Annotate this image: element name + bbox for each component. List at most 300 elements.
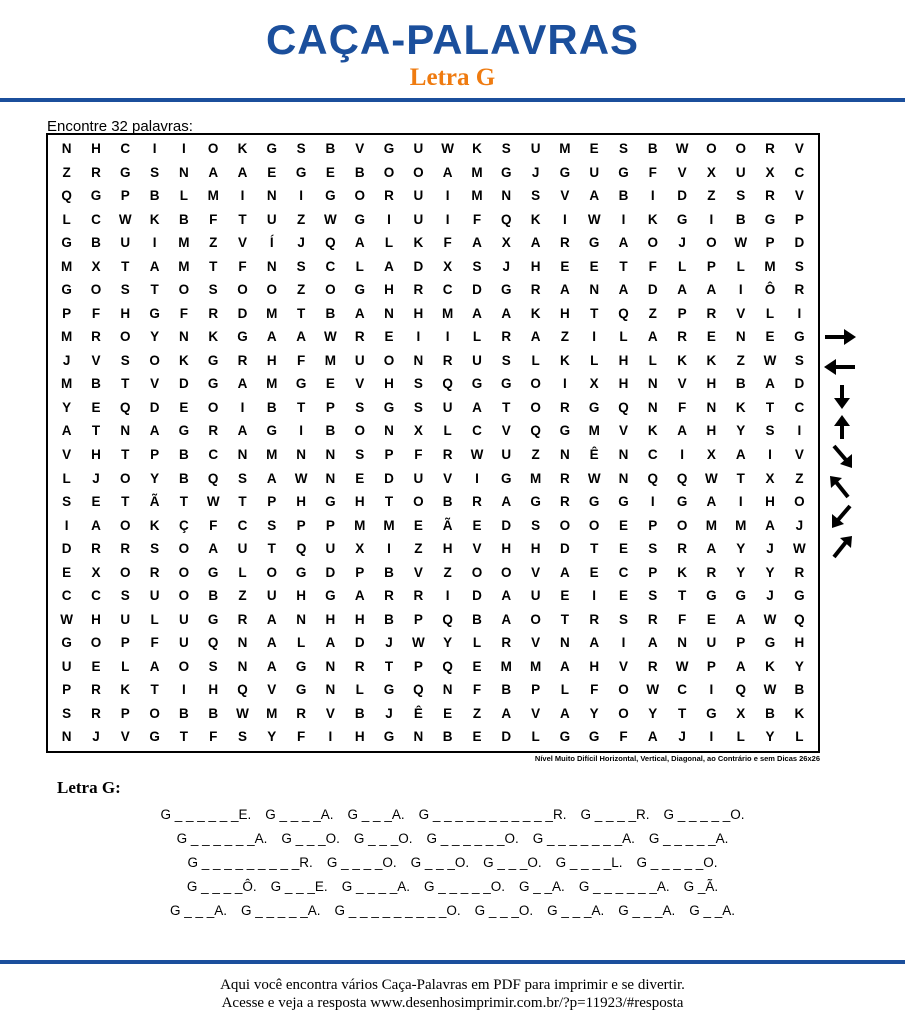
grid-letter: O bbox=[706, 235, 717, 251]
grid-letter: G bbox=[588, 494, 600, 510]
grid-letter: U bbox=[442, 399, 453, 415]
grid-letter: O bbox=[149, 705, 160, 721]
grid-letter: A bbox=[501, 588, 512, 604]
grid-letter: A bbox=[677, 423, 687, 439]
grid-letter: X bbox=[736, 705, 746, 721]
grid-letter: G bbox=[354, 211, 365, 227]
grid-letter: J bbox=[766, 588, 774, 604]
grid-letter: T bbox=[765, 399, 775, 415]
grid-letter: N bbox=[735, 329, 746, 345]
grid-letter: Z bbox=[296, 282, 306, 298]
grid-letter: C bbox=[91, 211, 101, 227]
grid-letter: S bbox=[150, 541, 160, 557]
grid-letter: T bbox=[150, 282, 159, 298]
grid-letter: U bbox=[413, 141, 424, 157]
grid-letter: Q bbox=[207, 635, 219, 651]
grid-letter: I bbox=[650, 188, 655, 204]
grid-letter: T bbox=[502, 399, 511, 415]
grid-letter: A bbox=[706, 494, 717, 510]
grid-letter: O bbox=[178, 564, 190, 580]
grid-letter: E bbox=[91, 399, 101, 415]
grid-letter: T bbox=[91, 423, 101, 439]
grid-letter: R bbox=[237, 352, 248, 368]
grid-letter: T bbox=[296, 399, 306, 415]
grid-letter: S bbox=[765, 423, 775, 439]
grid-letter: A bbox=[706, 282, 717, 298]
grid-letter: R bbox=[237, 611, 248, 627]
grid-letter: C bbox=[472, 423, 482, 439]
grid-letter: P bbox=[62, 682, 72, 698]
grid-letter: B bbox=[735, 376, 746, 392]
grid-letter: E bbox=[413, 517, 423, 533]
grid-letter: A bbox=[149, 658, 160, 674]
grid-letter: P bbox=[150, 447, 160, 463]
grid-letter: D bbox=[61, 541, 72, 557]
grid-letter: I bbox=[709, 729, 714, 745]
grid-letter: H bbox=[91, 611, 101, 627]
top-divider bbox=[0, 98, 905, 102]
grid-letter: Z bbox=[795, 470, 804, 486]
grid-letter: W bbox=[118, 211, 132, 227]
clue-item: G _ _ _O. bbox=[281, 831, 340, 846]
grid-letter: G bbox=[383, 729, 395, 745]
grid-letter: G bbox=[618, 164, 629, 180]
grid-letter: E bbox=[472, 658, 482, 674]
clue-item: G _ _ _ _ _O. bbox=[423, 879, 506, 894]
grid-letter: U bbox=[179, 635, 189, 651]
grid-letter: O bbox=[530, 376, 541, 392]
grid-letter: L bbox=[765, 305, 775, 321]
arrow-up-left-icon bbox=[822, 474, 858, 500]
grid-letter: A bbox=[354, 305, 365, 321]
grid-letter: V bbox=[62, 447, 72, 463]
grid-letter: M bbox=[61, 329, 73, 345]
grid-letter: G bbox=[471, 376, 483, 392]
grid-letter: D bbox=[647, 282, 658, 298]
grid-letter: U bbox=[501, 447, 512, 463]
grid-letter: O bbox=[354, 188, 365, 204]
grid-letter: G bbox=[794, 329, 805, 345]
grid-letter: P bbox=[296, 517, 306, 533]
grid-letter: U bbox=[735, 164, 746, 180]
clue-item: G _ _ _ _A. bbox=[265, 807, 334, 822]
grid-letter: J bbox=[678, 729, 686, 745]
grid-letter: Y bbox=[589, 705, 599, 721]
footer-line-2: Acesse e veja a resposta www.desenhosimprimir.com.br/?p=11923/#resposta bbox=[221, 995, 684, 1011]
grid-letter: I bbox=[152, 141, 157, 157]
grid-letter: F bbox=[91, 305, 101, 321]
clue-item: G _ _ _ _ _ _ _A. bbox=[532, 831, 635, 846]
grid-letter: S bbox=[648, 588, 658, 604]
clue-row bbox=[0, 806, 905, 824]
grid-letter: Q bbox=[442, 611, 453, 627]
grid-letter: V bbox=[120, 729, 130, 745]
arrow-down-right-icon bbox=[822, 444, 858, 470]
grid-letter: D bbox=[472, 588, 482, 604]
grid-letter: H bbox=[706, 423, 717, 439]
grid-letter: H bbox=[384, 282, 394, 298]
grid-letter: H bbox=[530, 258, 541, 274]
grid-letter: M bbox=[178, 235, 190, 251]
grid-letter: E bbox=[355, 470, 365, 486]
grid-letter: V bbox=[531, 705, 541, 721]
grid-letter: J bbox=[385, 705, 393, 721]
grid-letter: V bbox=[443, 470, 453, 486]
grid-letter: L bbox=[736, 258, 745, 274]
grid-letter: S bbox=[296, 258, 306, 274]
grid-letter: H bbox=[706, 376, 717, 392]
grid-letter: W bbox=[470, 447, 484, 463]
grid-letter: I bbox=[152, 235, 157, 251]
grid-letter: I bbox=[709, 682, 714, 698]
grid-letter: E bbox=[472, 517, 482, 533]
grid-letter: A bbox=[266, 329, 277, 345]
grid-letter: H bbox=[354, 729, 365, 745]
grid-letter: R bbox=[296, 705, 306, 721]
grid-letter: D bbox=[501, 729, 512, 745]
grid-letter: I bbox=[562, 376, 567, 392]
grid-letter: S bbox=[237, 729, 247, 745]
grid-letter: G bbox=[325, 188, 336, 204]
grid-letter: V bbox=[531, 564, 541, 580]
grid-letter: Z bbox=[238, 588, 247, 604]
grid-letter: N bbox=[442, 682, 453, 698]
grid-letter: L bbox=[472, 635, 482, 651]
clue-item: G _ _ _ _ _ _E. bbox=[160, 807, 252, 822]
arrow-right-icon bbox=[822, 324, 858, 350]
grid-letter: V bbox=[355, 376, 365, 392]
grid-letter: I bbox=[445, 188, 450, 204]
grid-letter: S bbox=[501, 352, 511, 368]
grid-letter: I bbox=[181, 141, 186, 157]
grid-letter: K bbox=[560, 352, 570, 368]
grid-letter: E bbox=[706, 611, 716, 627]
clue-item: G _ _ _ _ _ _O. bbox=[426, 831, 519, 846]
grid-letter: I bbox=[240, 399, 245, 415]
grid-letter: J bbox=[766, 541, 774, 557]
grid-letter: R bbox=[677, 541, 687, 557]
grid-letter: I bbox=[592, 329, 597, 345]
grid-letter: H bbox=[120, 305, 131, 321]
grid-letter: S bbox=[618, 141, 628, 157]
difficulty-note: Nível Muito Difícil Horizontal, Vertical, Diagonal, ao Contrário e sem Dicas 26x26 bbox=[534, 754, 820, 763]
grid-letter: I bbox=[328, 729, 333, 745]
grid-letter: T bbox=[677, 705, 687, 721]
grid-letter: K bbox=[179, 352, 189, 368]
grid-letter: A bbox=[735, 447, 746, 463]
grid-letter: G bbox=[207, 564, 219, 580]
grid-letter: M bbox=[207, 188, 219, 204]
grid-letter: I bbox=[592, 588, 597, 604]
grid-letter: J bbox=[92, 470, 100, 486]
grid-letter: G bbox=[295, 658, 307, 674]
grid-letter: G bbox=[61, 635, 72, 651]
grid-letter: N bbox=[677, 635, 687, 651]
grid-letter: L bbox=[677, 258, 687, 274]
grid-letter: U bbox=[149, 588, 160, 604]
grid-letter: U bbox=[413, 470, 424, 486]
clue-item: G _ _ _A. bbox=[547, 903, 605, 918]
grid-letter: S bbox=[413, 399, 423, 415]
grid-letter: N bbox=[589, 282, 600, 298]
grid-letter: U bbox=[237, 541, 248, 557]
grid-letter: L bbox=[443, 423, 452, 439]
grid-letter: B bbox=[266, 399, 277, 415]
grid-letter: R bbox=[442, 447, 453, 463]
grid-letter: O bbox=[178, 588, 190, 604]
grid-letter: Y bbox=[267, 729, 277, 745]
grid-letter: I bbox=[738, 494, 743, 510]
clue-item: G _ _ _A. bbox=[618, 903, 676, 918]
grid-letter: W bbox=[587, 211, 601, 227]
grid-letter: N bbox=[237, 635, 248, 651]
grid-letter: P bbox=[736, 635, 746, 651]
grid-letter: Q bbox=[618, 399, 629, 415]
instruction-text: Encontre 32 palavras: bbox=[47, 118, 193, 135]
grid-letter: Q bbox=[794, 611, 805, 627]
grid-letter: S bbox=[794, 352, 804, 368]
grid-letter: S bbox=[120, 588, 130, 604]
grid-letter: E bbox=[560, 258, 570, 274]
grid-letter: I bbox=[299, 188, 303, 204]
grid-letter: N bbox=[179, 164, 189, 180]
grid-letter: K bbox=[706, 352, 717, 368]
grid-letter: J bbox=[385, 635, 393, 651]
grid-letter: R bbox=[91, 164, 101, 180]
grid-letter: C bbox=[647, 447, 658, 463]
grid-letter: Y bbox=[736, 423, 746, 439]
grid-letter: B bbox=[735, 211, 746, 227]
grid-letter: T bbox=[209, 258, 218, 274]
grid-letter: W bbox=[646, 682, 660, 698]
grid-letter: G bbox=[237, 329, 248, 345]
grid-letter: L bbox=[121, 658, 130, 674]
grid-letter: N bbox=[179, 329, 189, 345]
grid-letter: B bbox=[384, 611, 394, 627]
grid-letter: C bbox=[794, 164, 805, 180]
grid-letter: G bbox=[618, 494, 629, 510]
grid-letter: F bbox=[677, 611, 687, 627]
grid-letter: G bbox=[764, 211, 776, 227]
grid-letter: L bbox=[531, 352, 540, 368]
grid-letter: P bbox=[794, 211, 804, 227]
grid-letter: X bbox=[443, 258, 453, 274]
grid-letter: O bbox=[794, 494, 805, 510]
grid-letter: N bbox=[296, 611, 306, 627]
grid-letter: A bbox=[560, 705, 570, 721]
grid-letter: G bbox=[149, 305, 160, 321]
grid-letter: G bbox=[207, 352, 219, 368]
grid-letter: B bbox=[325, 305, 336, 321]
grid-letter: Q bbox=[530, 423, 541, 439]
grid-letter: M bbox=[500, 658, 512, 674]
grid-letter: B bbox=[442, 494, 453, 510]
grid-letter: R bbox=[91, 541, 101, 557]
grid-letter: E bbox=[706, 329, 716, 345]
grid-letter: L bbox=[296, 635, 306, 651]
grid-letter: D bbox=[237, 305, 248, 321]
grid-letter: L bbox=[648, 352, 657, 368]
grid-letter: R bbox=[647, 658, 658, 674]
grid-letter: I bbox=[181, 682, 186, 698]
grid-letter: R bbox=[560, 399, 570, 415]
grid-letter: L bbox=[619, 329, 628, 345]
grid-letter: R bbox=[91, 329, 101, 345]
grid-letter: N bbox=[647, 399, 658, 415]
grid-letter: Ã bbox=[442, 517, 453, 533]
grid-letter: B bbox=[325, 141, 336, 157]
grid-letter: R bbox=[794, 282, 805, 298]
grid-letter: I bbox=[445, 329, 450, 345]
grid-letter: R bbox=[354, 658, 365, 674]
grid-letter: N bbox=[325, 682, 336, 698]
grid-letter: O bbox=[559, 517, 571, 533]
grid-letter: R bbox=[208, 423, 219, 439]
grid-letter: M bbox=[764, 258, 776, 274]
grid-letter: R bbox=[765, 141, 775, 157]
grid-letter: B bbox=[384, 564, 394, 580]
grid-letter: B bbox=[91, 376, 101, 392]
grid-letter: C bbox=[618, 564, 629, 580]
grid-letter: T bbox=[384, 494, 394, 510]
grid-letter: P bbox=[120, 188, 130, 204]
grid-letter: S bbox=[150, 164, 160, 180]
grid-letter: A bbox=[647, 635, 658, 651]
grid-letter: L bbox=[62, 211, 71, 227]
grid-letter: K bbox=[794, 705, 805, 721]
grid-letter: M bbox=[61, 376, 73, 392]
grid-letter: N bbox=[413, 352, 424, 368]
grid-letter: B bbox=[179, 211, 189, 227]
grid-letter: A bbox=[647, 729, 658, 745]
grid-letter: D bbox=[413, 258, 424, 274]
grid-letter: O bbox=[120, 564, 131, 580]
grid-letter: L bbox=[384, 235, 394, 251]
grid-letter: O bbox=[90, 635, 102, 651]
grid-letter: O bbox=[266, 282, 278, 298]
grid-letter: X bbox=[765, 164, 775, 180]
grid-letter: H bbox=[296, 588, 306, 604]
grid-letter: R bbox=[706, 564, 717, 580]
clue-item: G _ _ _ _ _ _A. bbox=[176, 831, 268, 846]
grid-letter: V bbox=[325, 705, 335, 721]
clues-title: Letra G: bbox=[57, 778, 121, 797]
grid-letter: O bbox=[266, 564, 278, 580]
clue-item: G _Ã. bbox=[683, 879, 719, 894]
grid-letter: V bbox=[413, 564, 423, 580]
grid-letter: A bbox=[237, 423, 248, 439]
grid-letter: I bbox=[768, 447, 772, 463]
grid-letter: F bbox=[677, 399, 687, 415]
grid-letter: C bbox=[208, 447, 219, 463]
grid-letter: E bbox=[443, 705, 453, 721]
grid-letter: S bbox=[62, 494, 72, 510]
grid-letter: M bbox=[559, 141, 571, 157]
arrow-down-icon bbox=[822, 384, 858, 410]
grid-letter: X bbox=[765, 470, 775, 486]
grid-letter: N bbox=[560, 635, 570, 651]
grid-letter: V bbox=[794, 141, 804, 157]
grid-letter: R bbox=[120, 541, 131, 557]
grid-letter: U bbox=[266, 588, 277, 604]
clue-row bbox=[0, 878, 905, 896]
grid-letter: K bbox=[149, 211, 160, 227]
grid-letter: O bbox=[530, 399, 541, 415]
grid-letter: X bbox=[91, 258, 101, 274]
grid-letter: R bbox=[501, 329, 512, 345]
grid-letter: P bbox=[62, 305, 72, 321]
grid-letter: B bbox=[179, 447, 189, 463]
grid-letter: D bbox=[794, 235, 805, 251]
grid-letter: T bbox=[560, 611, 569, 627]
grid-letter: A bbox=[442, 164, 453, 180]
clue-item: G _ _ _O. bbox=[483, 855, 542, 870]
grid-letter: C bbox=[325, 258, 336, 274]
grid-letter: Q bbox=[735, 682, 746, 698]
grid-letter: N bbox=[325, 658, 336, 674]
grid-letter: I bbox=[475, 470, 479, 486]
grid-letter: Q bbox=[442, 658, 453, 674]
grid-letter: X bbox=[501, 235, 511, 251]
grid-letter: H bbox=[354, 611, 365, 627]
grid-letter: S bbox=[62, 705, 72, 721]
grid-letter: V bbox=[736, 305, 746, 321]
grid-letter: Y bbox=[736, 564, 746, 580]
clue-item: G _ _ _ _Ô. bbox=[186, 879, 257, 894]
clue-row bbox=[0, 830, 905, 848]
grid-letter: W bbox=[792, 541, 806, 557]
grid-letter: W bbox=[441, 141, 455, 157]
grid-letter: Q bbox=[676, 470, 688, 486]
grid-letter: B bbox=[91, 235, 101, 251]
grid-letter: Í bbox=[269, 235, 274, 251]
grid-letter: N bbox=[325, 470, 336, 486]
grid-letter: Ô bbox=[764, 282, 776, 298]
grid-letter: G bbox=[266, 423, 278, 439]
grid-letter: Y bbox=[150, 470, 160, 486]
grid-letter: O bbox=[207, 141, 219, 157]
grid-letter: I bbox=[709, 211, 714, 227]
grid-letter: Y bbox=[736, 541, 746, 557]
grid-letter: B bbox=[179, 470, 189, 486]
grid-letter: A bbox=[208, 164, 219, 180]
arrow-up-right-icon bbox=[822, 534, 858, 560]
grid-letter: F bbox=[443, 235, 452, 251]
grid-letter: G bbox=[383, 399, 395, 415]
grid-letter: U bbox=[120, 235, 131, 251]
grid-letter: A bbox=[530, 235, 541, 251]
grid-letter: A bbox=[618, 235, 629, 251]
grid-letter: B bbox=[354, 164, 365, 180]
grid-letter: E bbox=[589, 258, 599, 274]
grid-letter: E bbox=[472, 729, 482, 745]
grid-letter: R bbox=[530, 282, 541, 298]
grid-letter: X bbox=[413, 423, 423, 439]
grid-letter: H bbox=[91, 141, 101, 157]
grid-letter: F bbox=[209, 729, 218, 745]
grid-letter: J bbox=[62, 352, 71, 368]
grid-letter: Z bbox=[472, 705, 482, 721]
grid-letter: B bbox=[149, 188, 160, 204]
grid-letter: Z bbox=[560, 329, 569, 345]
grid-letter: V bbox=[794, 447, 804, 463]
grid-letter: N bbox=[325, 447, 336, 463]
grid-letter: S bbox=[355, 447, 365, 463]
grid-letter: G bbox=[325, 588, 336, 604]
grid-letter: A bbox=[589, 188, 600, 204]
grid-letter: R bbox=[208, 305, 219, 321]
clue-item: G _ _ _ _ _A. bbox=[240, 903, 321, 918]
